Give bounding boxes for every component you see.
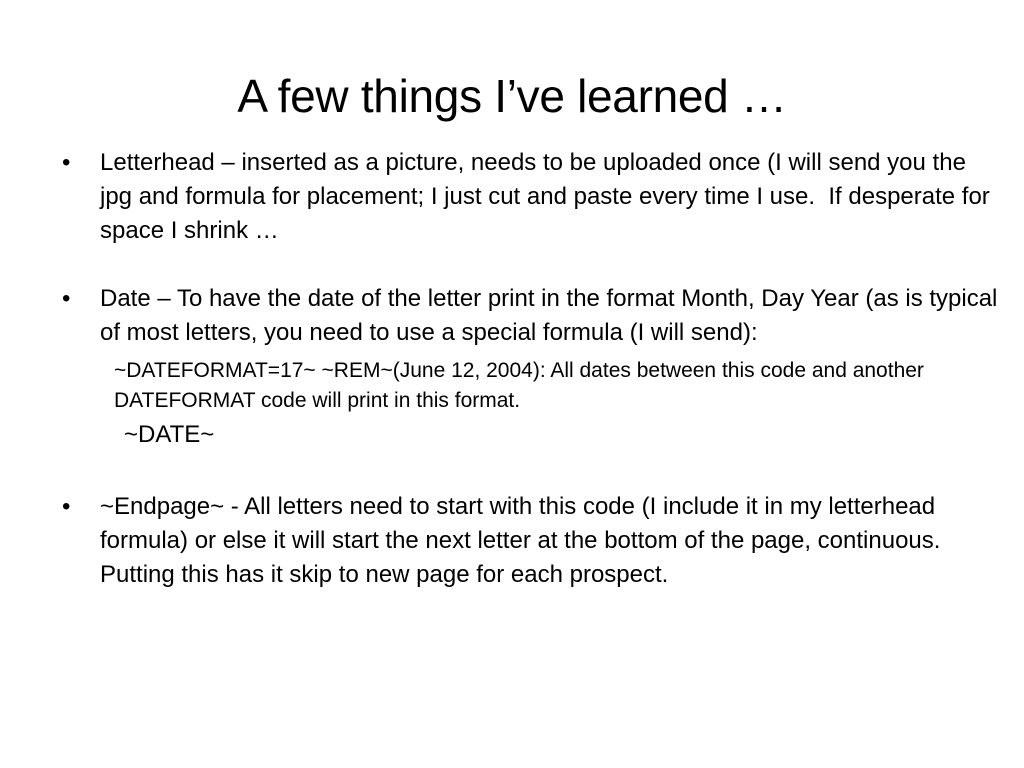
slide-body <box>56 146 1001 592</box>
slide-title: A few things I’ve learned … <box>237 70 787 122</box>
bullet-dot-icon: • <box>62 285 71 312</box>
bullet-text: Letterhead – inserted as a picture, needs to be uploaded once (I will send you the jpg and formula for placement; I just cut and paste every time I use. If desperate for space I shrink … <box>100 149 997 244</box>
bullet-endpage <box>56 490 1001 592</box>
date-code: ~DATE~ <box>124 421 215 448</box>
bullet-text: Date – To have the date of the letter print in the format Month, Day Year (as is typical of most letters, you need to use a special formula (I will send): <box>100 285 998 346</box>
bullet-letterhead <box>56 146 1001 248</box>
bullet-text: ~Endpage~ - All letters need to start with this code (I include it in my letterhead formula) or else it will start the next letter at the bottom of the page, continuous. Putting this has it skip to new page for each prospect. <box>100 493 954 588</box>
bullet-dot-icon: • <box>62 493 71 520</box>
bullet-date <box>56 282 1001 350</box>
bullet-dot-icon: • <box>62 149 71 176</box>
dateformat-note: ~DATEFORMAT=17~ ~REM~(June 12, 2004): All dates between this code and another DATEFORMAT code will print in this format. <box>114 359 930 412</box>
